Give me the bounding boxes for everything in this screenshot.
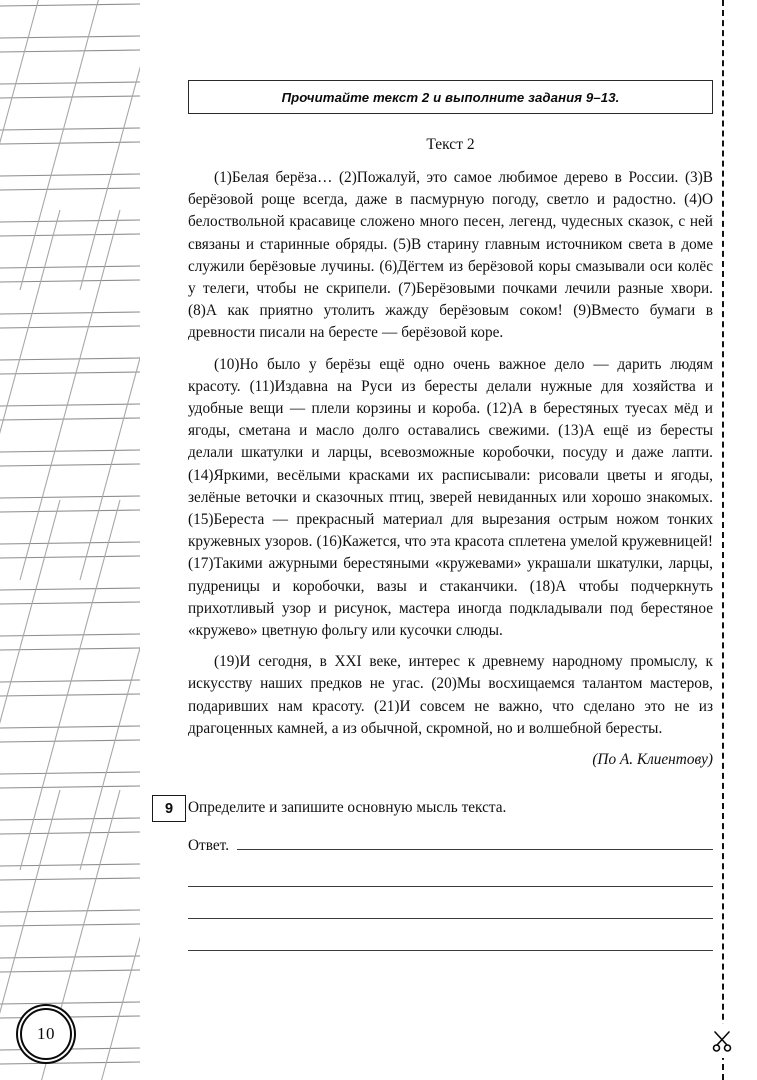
text-paragraph: (1)Белая берёза… (2)Пожалуй, это самое любимое дерево в России. (3)В берёзовой роще всегда, даже в пасмурную погоду, светло и радостно. (4)О белоствольной красавице сложено много песен, легенд, чудесных сказок, с ней связаны и старинные обряды. (5)В старину главным источником света в доме служили берёзовые лучины. (6)Дёгтем из берёзовой коры смазывали оси колёс у телеги, чтобы не скрипели. (7)Берёзовыми почками лечили разные хвори. (8)А как приятно утолить жажду берёзовым соком! (9)Вместо бумаги в древности писали на бересте — берёзовой коре. (188, 169, 713, 342)
notebook-margin-decoration (0, 0, 140, 1080)
question-number-badge: 9 (152, 795, 186, 822)
scissors-icon (705, 1024, 739, 1058)
text-paragraph: (19)И сегодня, в XXI веке, интерес к древнему народному промыслу, к искусству наших предков не угас. (20)Мы восхищаемся талантом мастеров, подаривших нам красоту. (21)И совсем не важно, что сделано это не из драгоценных камней, а из обычной, скромной, но и волшебной бересты. (188, 653, 713, 737)
question-block (164, 795, 713, 951)
text-heading: Текст 2 (426, 136, 475, 153)
answer-write-lines (188, 886, 713, 951)
answer-write-line[interactable] (188, 918, 713, 919)
answer-write-line[interactable] (188, 886, 713, 887)
instruction-box (188, 80, 713, 114)
text-attribution: (По А. Клиентову) (592, 751, 713, 769)
cut-line (722, 0, 724, 1080)
answer-first-row (188, 836, 713, 855)
answer-label: Ответ. (188, 837, 230, 855)
notebook-lines-svg (0, 0, 140, 1080)
page-number: 10 (20, 1008, 72, 1060)
answer-write-line[interactable] (237, 836, 713, 850)
question-prompt: Определите и запишите основную мысль текста. (188, 799, 507, 817)
text-paragraph: (10)Но было у берёзы ещё одно очень важное дело — дарить людям красоту. (11)Издавна на Руси из бересты делали нужные для хозяйства и удобные вещи — плели корзины и короба. (12)А в берестяных туесах мёд и ягоды, сметана и масло долго оставались свежими. (13)А ещё из бересты делали шкатулки и ларцы, всевозможные коробочки, посуду и даже лапти. (14)Яркими, весёлыми красками их расписывали: рисовали цветы и ягоды, зелёные веточки и сказочных птиц, зверей невиданных или хорошо знакомых. (15)Береста — прекрасный материал для вырезания острым ножом тонких кружевных узоров. (16)Кажется, что эта красота сплетена умелой кружевницей! (17)Такими ажурными берестяными «кружевами» украшали шкатулки, ларцы, пудреницы и коробочки, вазы и стаканчики. (18)А чтобы подчеркнуть прихотливый узор и рисунок, мастера иногда подкладывали под берестяное «кружево» цветную фольгу или кусочки слюды. (188, 355, 713, 640)
answer-write-line[interactable] (188, 950, 713, 951)
page-content (164, 0, 713, 951)
instruction-text: Прочитайте текст 2 и выполните задания 9–13. (281, 89, 620, 105)
